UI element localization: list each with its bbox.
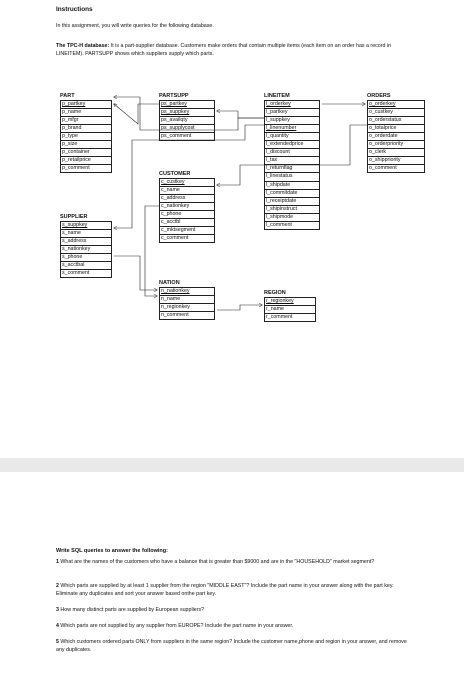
column: o_comment bbox=[367, 164, 425, 173]
table-name: PARTSUPP bbox=[159, 93, 189, 99]
column: c_address bbox=[159, 194, 215, 202]
question-1: 1 What are the names of the customers who have a balance that is greater than $9000 and are in the "HOUSEHOLD" market segment? bbox=[56, 559, 375, 565]
question-5: 5 Which customers ordered parts ONLY from suppliers in the same region? Include the customer name,phone and region in your answer, and remove any duplicates. bbox=[56, 639, 407, 653]
questions-title: Write SQL queries to answer the following: bbox=[56, 548, 168, 554]
fk-line-nation-region bbox=[217, 305, 262, 310]
column: p_type bbox=[60, 132, 112, 140]
column: l_partkey bbox=[264, 108, 320, 116]
fk-line-partsupp-part bbox=[114, 104, 159, 124]
column: ps_comment bbox=[159, 132, 215, 141]
db-desc: It is a part-supplier database. Customers make orders that contain multiple items (each item on an order has a record in LINEITEM). PARTSUPP shows which suppliers supply which parts. bbox=[56, 43, 392, 58]
column: c_custkey bbox=[159, 178, 215, 186]
column: p_size bbox=[60, 140, 112, 148]
column: r_name bbox=[264, 305, 316, 313]
question-3: 3 How many distinct parts are supplied by European suppliers? bbox=[56, 607, 205, 613]
column: c_comment bbox=[159, 234, 215, 243]
column: l_extendedprice bbox=[264, 140, 320, 148]
column: p_retailprice bbox=[60, 156, 112, 164]
column: ps_partkey bbox=[159, 100, 215, 108]
column: l_tax bbox=[264, 156, 320, 164]
column: l_commitdate bbox=[264, 189, 320, 197]
column: c_acctbl bbox=[159, 218, 215, 226]
column: s_acctbal bbox=[60, 261, 112, 269]
column: ps_suppkey bbox=[159, 108, 215, 116]
column: n_nationkey bbox=[159, 287, 215, 295]
column: p_comment bbox=[60, 164, 112, 173]
column: l_discount bbox=[264, 148, 320, 156]
column: s_suppkey bbox=[60, 221, 112, 229]
db-description bbox=[56, 42, 416, 59]
column: o_custkey bbox=[367, 108, 425, 116]
column: o_shippriority bbox=[367, 156, 425, 164]
table-name: LINEITEM bbox=[264, 93, 290, 99]
instructions-heading: Instructions bbox=[56, 6, 93, 13]
column: o_orderdate bbox=[367, 132, 425, 140]
column: p_mfgr bbox=[60, 116, 112, 124]
column: l_comment bbox=[264, 221, 320, 230]
fk-line-lineitem-partsupp bbox=[217, 111, 264, 118]
column: o_totalprice bbox=[367, 124, 425, 132]
column: l_linenumber bbox=[264, 124, 320, 132]
db-label: The TPC-H database: bbox=[56, 43, 110, 49]
column: l_quantity bbox=[264, 132, 320, 140]
column: s_phone bbox=[60, 253, 112, 261]
page-questions bbox=[0, 472, 464, 700]
column: n_comment bbox=[159, 311, 215, 320]
table-supplier bbox=[60, 214, 112, 278]
column: n_name bbox=[159, 295, 215, 303]
column: s_comment bbox=[60, 269, 112, 278]
question-4: 4 Which parts are not supplied by any supplier from EUROPE? Include the part name in your answer. bbox=[56, 623, 294, 629]
table-partsupp bbox=[159, 93, 215, 141]
column: c_phone bbox=[159, 210, 215, 218]
table-customer bbox=[159, 171, 215, 243]
column: s_nationkey bbox=[60, 245, 112, 253]
column: l_returnflag bbox=[264, 164, 320, 172]
column: p_name bbox=[60, 108, 112, 116]
table-nation bbox=[159, 280, 215, 320]
table-orders bbox=[367, 93, 425, 173]
column: p_container bbox=[60, 148, 112, 156]
column: n_regionkey bbox=[159, 303, 215, 311]
column: l_suppkey bbox=[264, 116, 320, 124]
column: ps_supplycost bbox=[159, 124, 215, 132]
table-name: CUSTOMER bbox=[159, 171, 191, 177]
column: l_linestatus bbox=[264, 172, 320, 180]
column: l_shipinstruct bbox=[264, 205, 320, 213]
column: p_brand bbox=[60, 124, 112, 132]
column: ps_availqty bbox=[159, 116, 215, 124]
column: r_regionkey bbox=[264, 297, 316, 305]
table-part bbox=[60, 93, 112, 173]
table-name: REGION bbox=[264, 290, 286, 296]
column: l_orderkey bbox=[264, 100, 320, 108]
intro-text: In this assignment, you will write queries for the following database. bbox=[56, 23, 214, 29]
table-name: PART bbox=[60, 93, 75, 99]
fk-line-supplier-nation bbox=[114, 256, 157, 290]
table-lineitem bbox=[264, 93, 320, 230]
column: l_shipdate bbox=[264, 181, 320, 189]
table-name: ORDERS bbox=[367, 93, 391, 99]
column: r_comment bbox=[264, 313, 316, 322]
column: s_name bbox=[60, 229, 112, 237]
table-name: SUPPLIER bbox=[60, 214, 88, 220]
column: c_name bbox=[159, 186, 215, 194]
table-name: NATION bbox=[159, 280, 180, 286]
table-region bbox=[264, 290, 316, 322]
column: c_nationkey bbox=[159, 202, 215, 210]
column: p_partkey bbox=[60, 100, 112, 108]
column: o_orderstatus bbox=[367, 116, 425, 124]
column: c_mktsegment bbox=[159, 226, 215, 234]
column: s_address bbox=[60, 237, 112, 245]
column: l_receiptdate bbox=[264, 197, 320, 205]
column: o_orderkey bbox=[367, 100, 425, 108]
column: o_orderpriority bbox=[367, 140, 425, 148]
column: o_clerk bbox=[367, 148, 425, 156]
question-2: 2 Which parts are supplied by at least 1 supplier from the region "MIDDLE EAST"? Include the part name in your answer along with the part key. Eliminate any duplicates and sort your answer based onthe part key. bbox=[56, 583, 394, 597]
column: l_shipmode bbox=[264, 213, 320, 221]
fk-line-customer-nation bbox=[145, 206, 159, 296]
